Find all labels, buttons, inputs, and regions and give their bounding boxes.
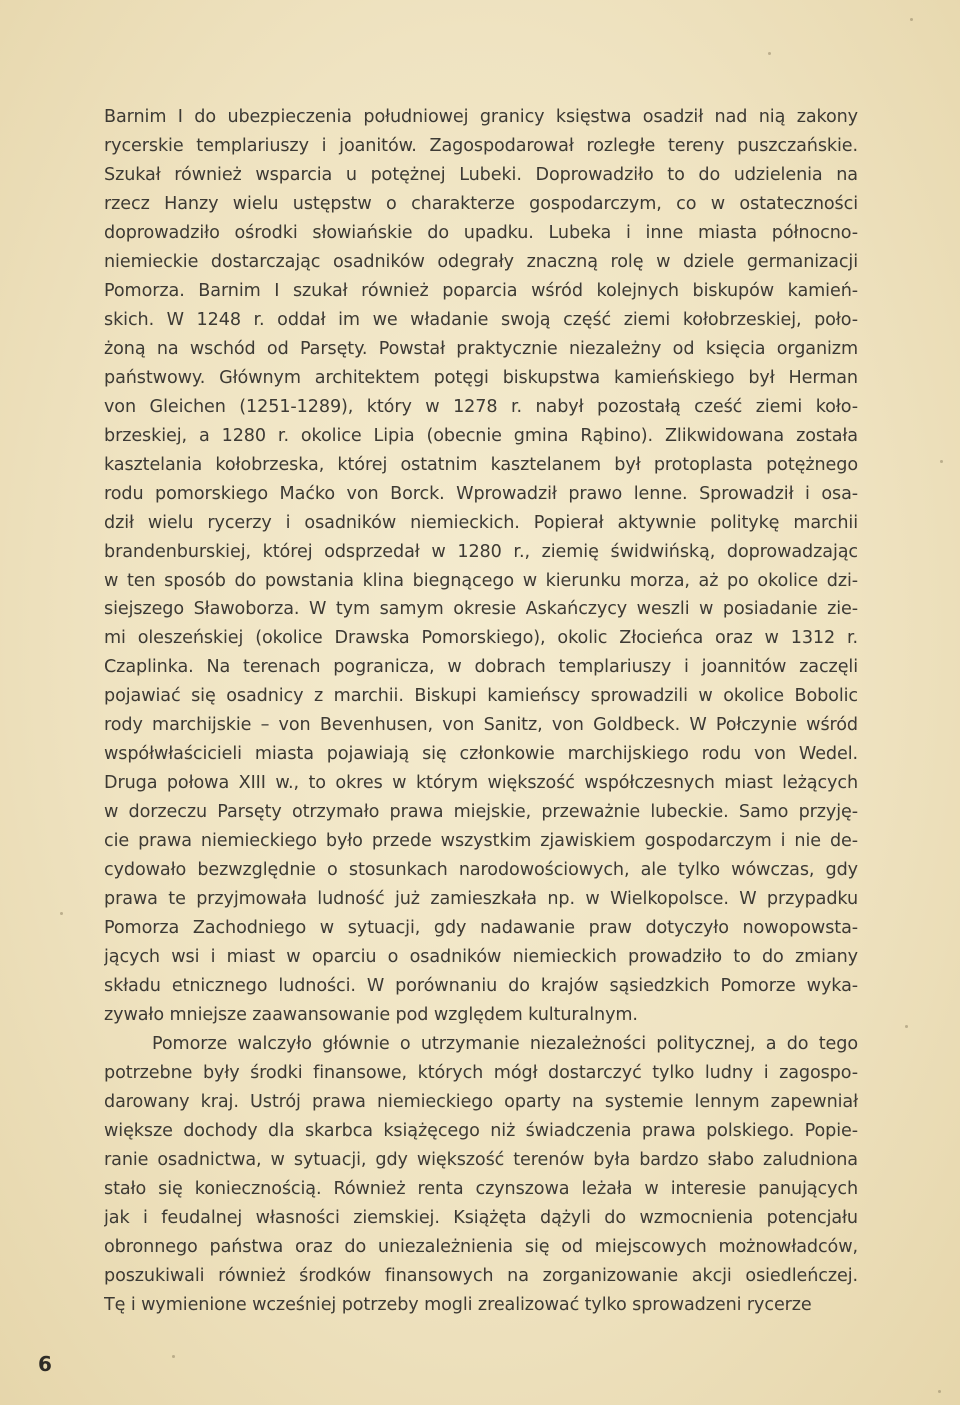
text-line: rycerskie templariuszy i joanitów. Zagospodarował rozległe tereny puszczańskie. [104,135,858,156]
text-line: Druga połowa XIII w., to okres w którym większość współczesnych miast leżących [104,773,858,794]
text-line: poszukiwali również środków finansowych na zorganizowanie akcji osiedleńczej. [104,1265,858,1286]
text-line: Tę i wymienione wcześniej potrzeby mogli zrealizować tylko sprowadzeni rycerze [104,1294,812,1315]
paper-speck [60,912,63,915]
text-line: darowany kraj. Ustrój prawa niemieckiego oparty na systemie lennym zapewniał [104,1091,858,1112]
text-line: dził wielu rycerzy i osadników niemieckich. Popierał aktywnie politykę marchii [104,512,858,533]
text-line: jących wsi i miast w oparciu o osadników niemieckich prowadziło to do zmiany [104,947,858,968]
text-line: cydowało bezwzględnie o stosunkach narodowościowych, ale tylko wówczas, gdy [104,860,858,881]
text-line: państwowy. Głównym architektem potęgi biskupstwa kamieńskiego był Herman [104,367,858,388]
text-line: jak i feudalnej własności ziemskiej. Książęta dążyli do wzmocnienia potencjału [104,1207,858,1228]
paper-speck [768,52,771,55]
text-line: Czaplinka. Na terenach pogranicza, w dobrach templariuszy i joannitów zaczęli [104,657,858,678]
text-line: doprowadziło ośrodki słowiańskie do upadku. Lubeka i inne miasta północno- [104,222,858,243]
page-number: 6 [38,1352,52,1376]
text-line: Barnim I do ubezpieczenia południowej granicy księstwa osadził nad nią zakony [104,107,858,127]
text-line: von Gleichen (1251-1289), który w 1278 r. nabył pozostałą cześć ziemi koło- [104,396,858,417]
text-line: brandenburskiej, której odsprzedał w 1280 r., ziemię świdwińską, doprowadzając [104,541,858,562]
text-line: siejszego Sławoborza. W tym samym okresie Askańczycy weszli w posiadanie zie- [104,599,858,620]
text-line: prawa te przyjmowała ludność już zamieszkała np. w Wielkopolsce. W przypadku [104,889,858,910]
paper-speck [172,1355,175,1358]
body-text [104,103,858,1320]
text-line: obronnego państwa oraz do uniezależnienia się od miejscowych możnowładców, [104,1236,858,1257]
text-line: w ten sposób do powstania klina biegnącego w kierunku morza, aż po okolice dzi- [104,570,858,591]
text-line: Pomorze walczyło głównie o utrzymanie niezależności politycznej, a do tego [152,1034,858,1054]
text-line: rodu pomorskiego Maćko von Borck. Wprowadził prawo lenne. Sprowadził i osa- [104,483,858,504]
text-line: pojawiać się osadnicy z marchii. Biskupi kamieńscy sprowadzili w okolice Bobolic [104,686,858,707]
paragraph [104,103,858,1030]
text-line: większe dochody dla skarbca książęcego niż świadczenia prawa polskiego. Popie- [104,1120,858,1141]
text-line: stało się koniecznością. Również renta czynszowa leżała w interesie panujących [104,1178,858,1199]
text-line: ranie osadnictwa, w sytuacji, gdy większość terenów była bardzo słabo zaludniona [104,1149,858,1170]
text-line: składu etnicznego ludności. W porównaniu do krajów sąsiedzkich Pomorze wyka- [104,976,858,997]
paper-speck [910,18,913,21]
text-line: niemieckie dostarczając osadników odegrały znaczną rolę w dziele germanizacji [104,251,858,272]
text-line: żoną na wschód od Parsęty. Powstał praktycznie niezależny od księcia organizm [104,338,858,359]
text-line: Szukał również wsparcia u potężnej Lubeki. Doprowadziło to do udzielenia na [104,164,858,185]
text-line: zywało mniejsze zaawansowanie pod względem kulturalnym. [104,1005,638,1026]
text-line: Pomorza Zachodniego w sytuacji, gdy nadawanie praw dotyczyło nowopowsta- [104,918,858,939]
text-line: skich. W 1248 r. oddał im we władanie swoją część ziemi kołobrzeskiej, poło- [104,309,858,330]
text-line: w dorzeczu Parsęty otrzymało prawa miejskie, przeważnie lubeckie. Samo przyję- [104,802,858,823]
paper-speck [905,1025,908,1028]
paragraph [104,1030,858,1320]
text-line: potrzebne były środki finansowe, których mógł dostarczyć tylko ludny i zagospo- [104,1062,858,1083]
text-line: rzecz Hanzy wielu ustępstw o charakterze gospodarczym, co w ostateczności [104,193,858,214]
paper-speck [938,1390,941,1393]
paper-speck [940,460,943,463]
text-line: kasztelania kołobrzeska, której ostatnim kasztelanem był protoplasta potężnego [104,454,858,475]
text-line: rody marchijskie – von Bevenhusen, von Sanitz, von Goldbeck. W Połczynie wśród [104,715,858,736]
text-line: Pomorza. Barnim I szukał również poparcia wśród kolejnych biskupów kamień- [104,280,858,301]
text-line: współwłaścicieli miasta pojawiają się członkowie marchijskiego rodu von Wedel. [104,744,858,765]
text-line: cie prawa niemieckiego było przede wszystkim zjawiskiem gospodarczym i nie de- [104,831,858,852]
text-line: brzeskiej, a 1280 r. okolice Lipia (obecnie gmina Rąbino). Zlikwidowana została [104,425,858,446]
text-line: mi oleszeńskiej (okolice Drawska Pomorskiego), okolic Złocieńca oraz w 1312 r. [104,628,858,649]
